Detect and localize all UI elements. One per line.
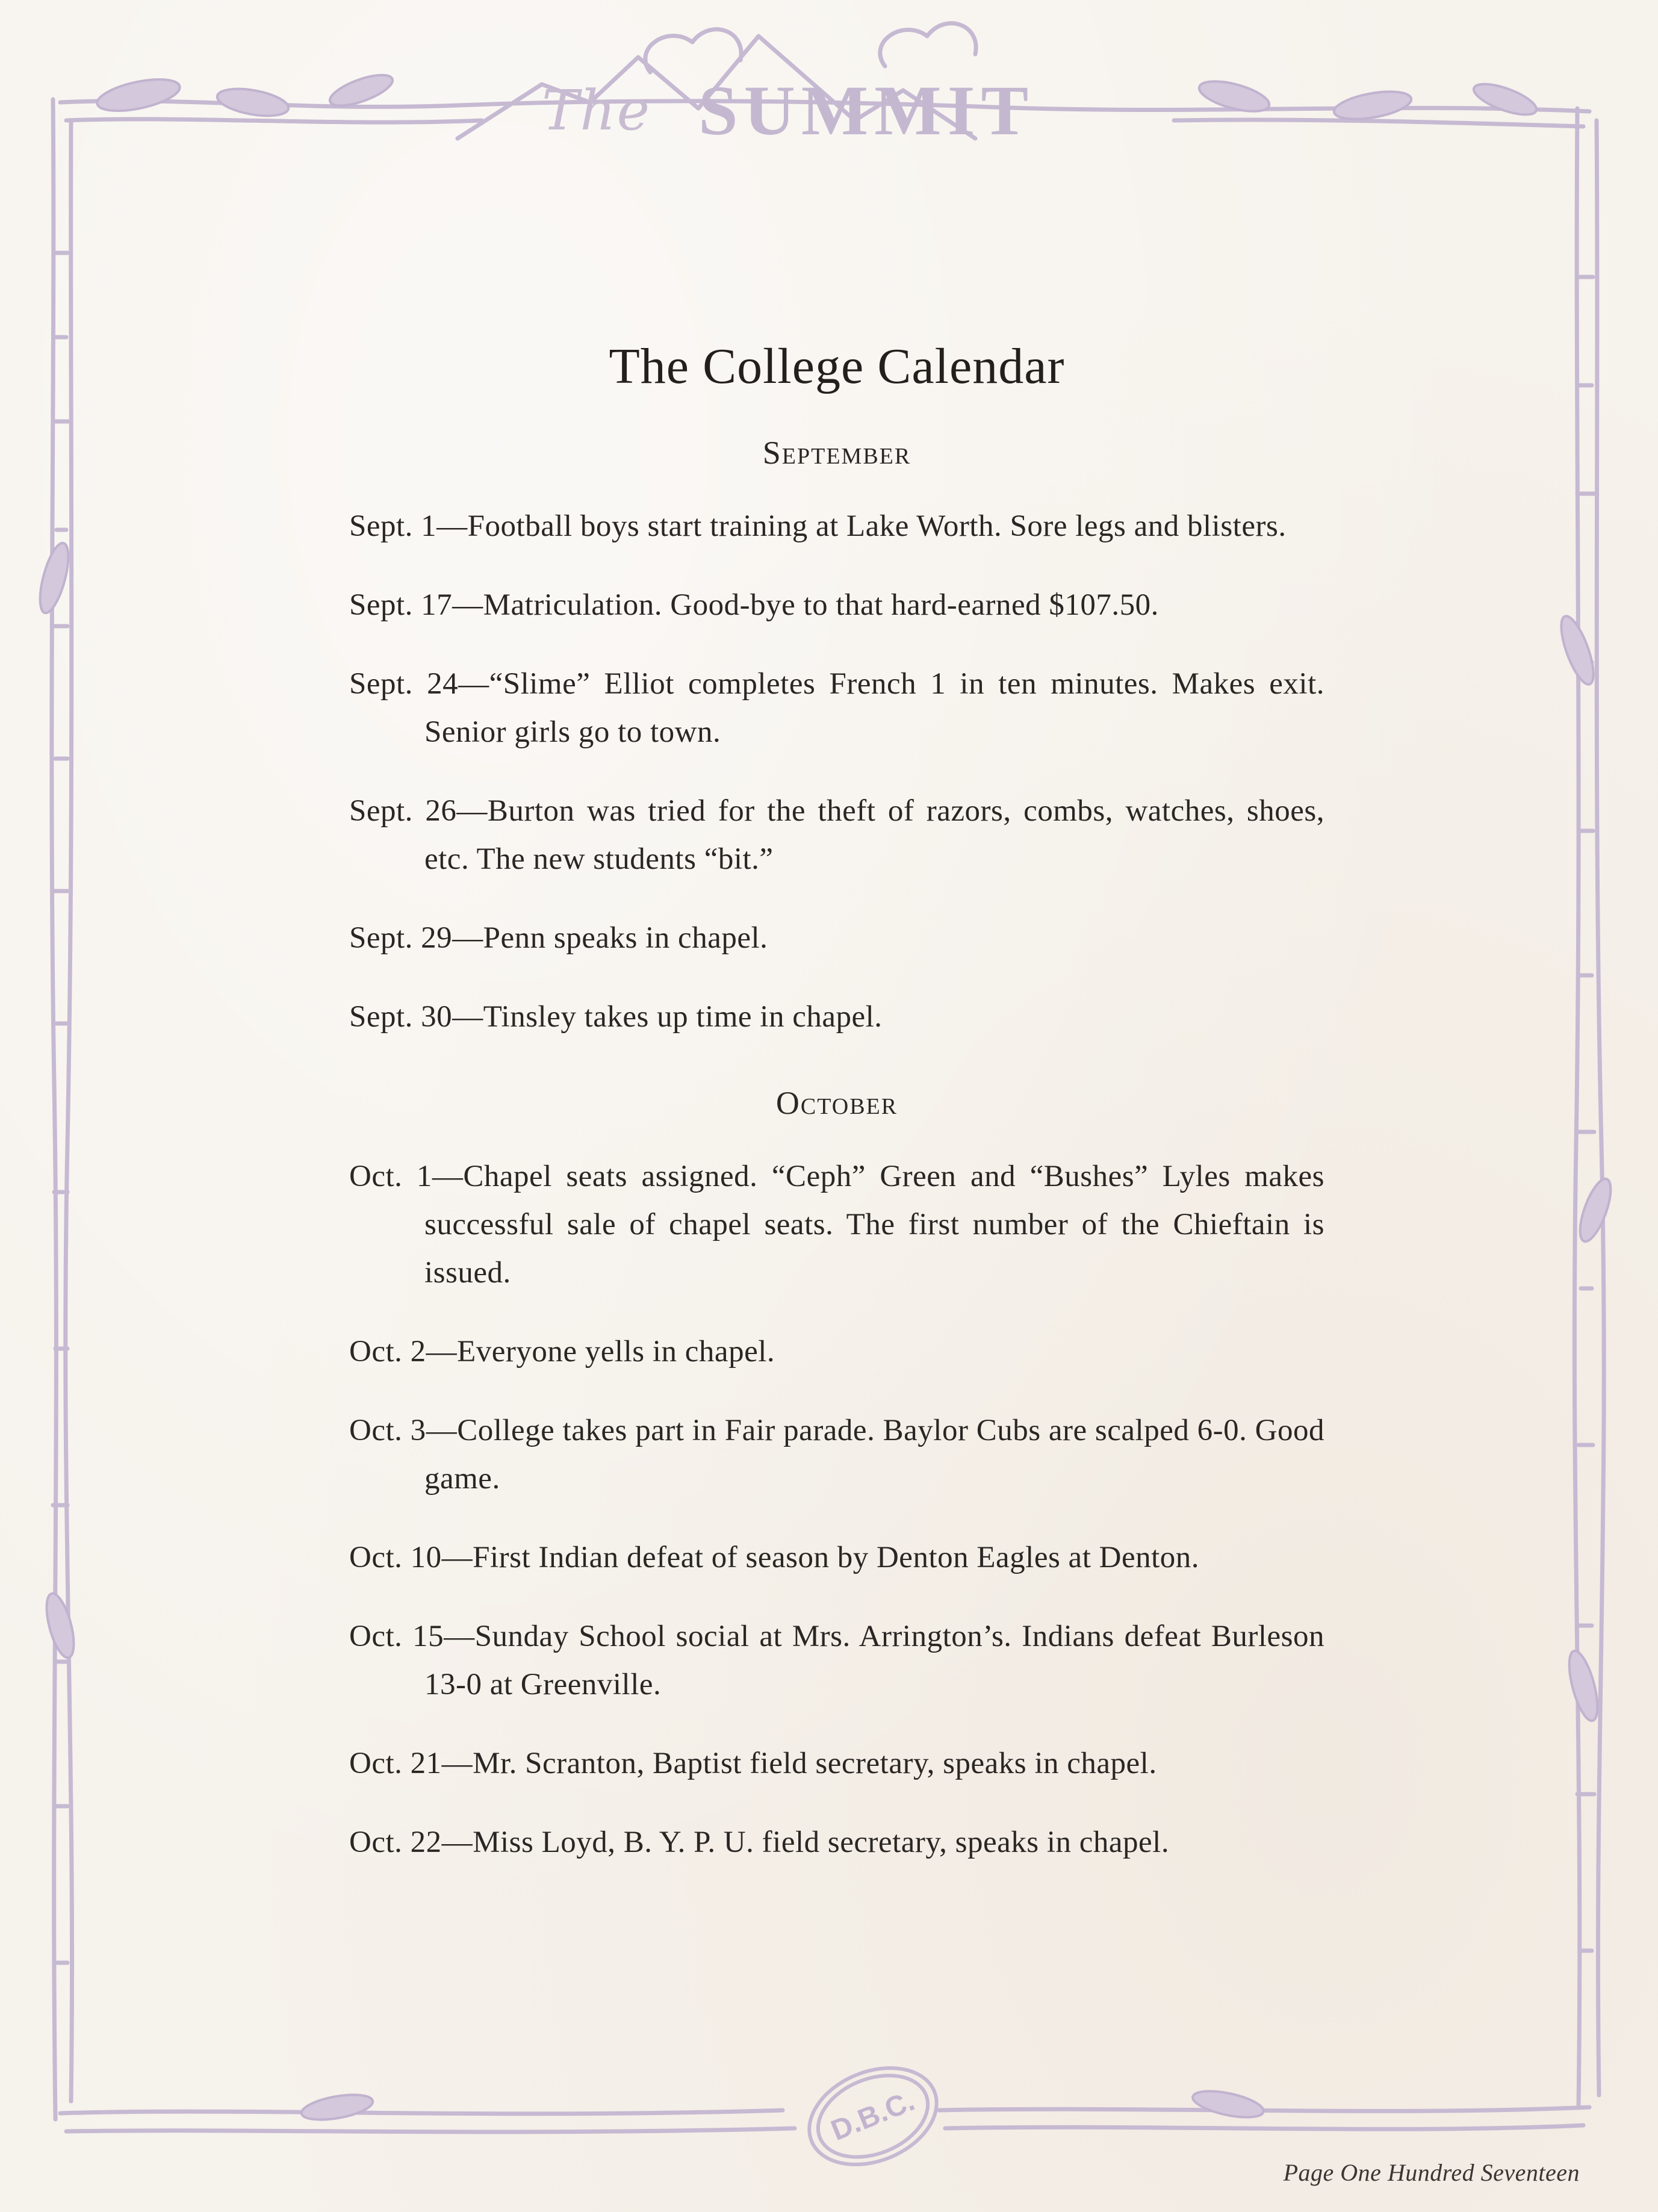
- entry-text: Football boys start training at Lake Worth. Sore legs and blisters.: [467, 509, 1287, 543]
- entry-text: Burton was tried for the theft of razors, combs, watches, shoes, etc. The new students “bit.”: [424, 794, 1325, 876]
- page-title: The College Calendar: [609, 338, 1065, 394]
- calendar-entry: [349, 1328, 1324, 1376]
- calendar-entry: [349, 993, 1324, 1041]
- dbc-monogram: [816, 2080, 930, 2152]
- page-number: Page One Hundred Seventeen: [1283, 2159, 1580, 2186]
- entry-text: First Indian defeat of season by Denton Eagles at Denton.: [473, 1541, 1199, 1574]
- masthead-logo: [500, 72, 1162, 151]
- entry-text: “Slime” Elliot completes French 1 in ten minutes. Makes exit. Senior girls go to town.: [424, 667, 1325, 749]
- entry-dash: —: [452, 921, 483, 955]
- entry-text: Miss Loyd, B. Y. P. U. field secretary, speaks in chapel.: [473, 1825, 1170, 1859]
- calendar-content: [349, 337, 1324, 1878]
- calendar-entry: [349, 1818, 1324, 1866]
- calendar-entry: [349, 1739, 1324, 1788]
- entry-date: Sept. 17: [349, 588, 453, 622]
- entry-dash: —: [436, 509, 468, 543]
- entry-text: Penn speaks in chapel.: [483, 921, 768, 955]
- entry-text: Tinsley takes up time in chapel.: [483, 1000, 883, 1034]
- entry-date: Oct. 3: [349, 1414, 426, 1447]
- calendar-entry: [349, 581, 1324, 629]
- entry-date: Oct. 10: [349, 1541, 442, 1574]
- calendar-entry: [349, 1612, 1324, 1709]
- entry-date: Oct. 15: [349, 1620, 444, 1653]
- entry-dash: —: [441, 1541, 473, 1574]
- entry-date: Sept. 30: [349, 1000, 453, 1034]
- monogram-text: D.B.C.: [827, 2084, 919, 2148]
- masthead-the: The: [542, 78, 651, 143]
- entry-text: Sunday School social at Mrs. Arrington’s. Indians defeat Burleson 13-0 at Greenville.: [424, 1620, 1324, 1701]
- entry-date: Oct. 21: [349, 1747, 442, 1780]
- month-heading-october: October: [775, 1085, 898, 1121]
- calendar-entry: [349, 1152, 1324, 1297]
- entry-date: Sept. 26: [349, 794, 457, 828]
- masthead-summit: SUMMIT: [698, 71, 1035, 150]
- calendar-entry: [349, 1533, 1324, 1582]
- entry-text: College takes part in Fair parade. Baylor Cubs are scalped 6-0. Good game.: [424, 1414, 1324, 1496]
- calendar-entry: [349, 1406, 1324, 1503]
- entry-dash: —: [426, 1335, 458, 1369]
- october-entries: [349, 1152, 1324, 1866]
- entry-text: Mr. Scranton, Baptist field secretary, speaks in chapel.: [473, 1747, 1157, 1780]
- entry-text: Everyone yells in chapel.: [457, 1335, 775, 1369]
- entry-text: Chapel seats assigned. “Ceph” Green and “Bushes” Lyles makes successful sale of chapel seats. The first number of the Chieftain is issued.: [424, 1160, 1325, 1290]
- entry-dash: —: [456, 794, 488, 828]
- entry-dash: —: [452, 588, 483, 622]
- entry-text: Matriculation. Good-bye to that hard-earned $107.50.: [483, 588, 1159, 622]
- month-heading-september: September: [762, 435, 911, 471]
- calendar-entry: [349, 914, 1324, 962]
- entry-date: Oct. 2: [349, 1335, 426, 1369]
- entry-date: Sept. 1: [349, 509, 437, 543]
- entry-dash: —: [458, 667, 489, 701]
- calendar-entry: [349, 787, 1324, 883]
- entry-dash: —: [441, 1825, 473, 1859]
- entry-dash: —: [444, 1620, 475, 1653]
- entry-date: Oct. 1: [349, 1160, 432, 1193]
- entry-date: Sept. 24: [349, 667, 459, 701]
- entry-dash: —: [452, 1000, 483, 1034]
- calendar-entry: [349, 660, 1324, 756]
- entry-dash: —: [426, 1414, 458, 1447]
- entry-dash: —: [432, 1160, 464, 1193]
- entry-date: Sept. 29: [349, 921, 453, 955]
- calendar-entry: [349, 502, 1324, 550]
- september-entries: [349, 502, 1324, 1041]
- entry-date: Oct. 22: [349, 1825, 442, 1859]
- entry-dash: —: [441, 1747, 473, 1780]
